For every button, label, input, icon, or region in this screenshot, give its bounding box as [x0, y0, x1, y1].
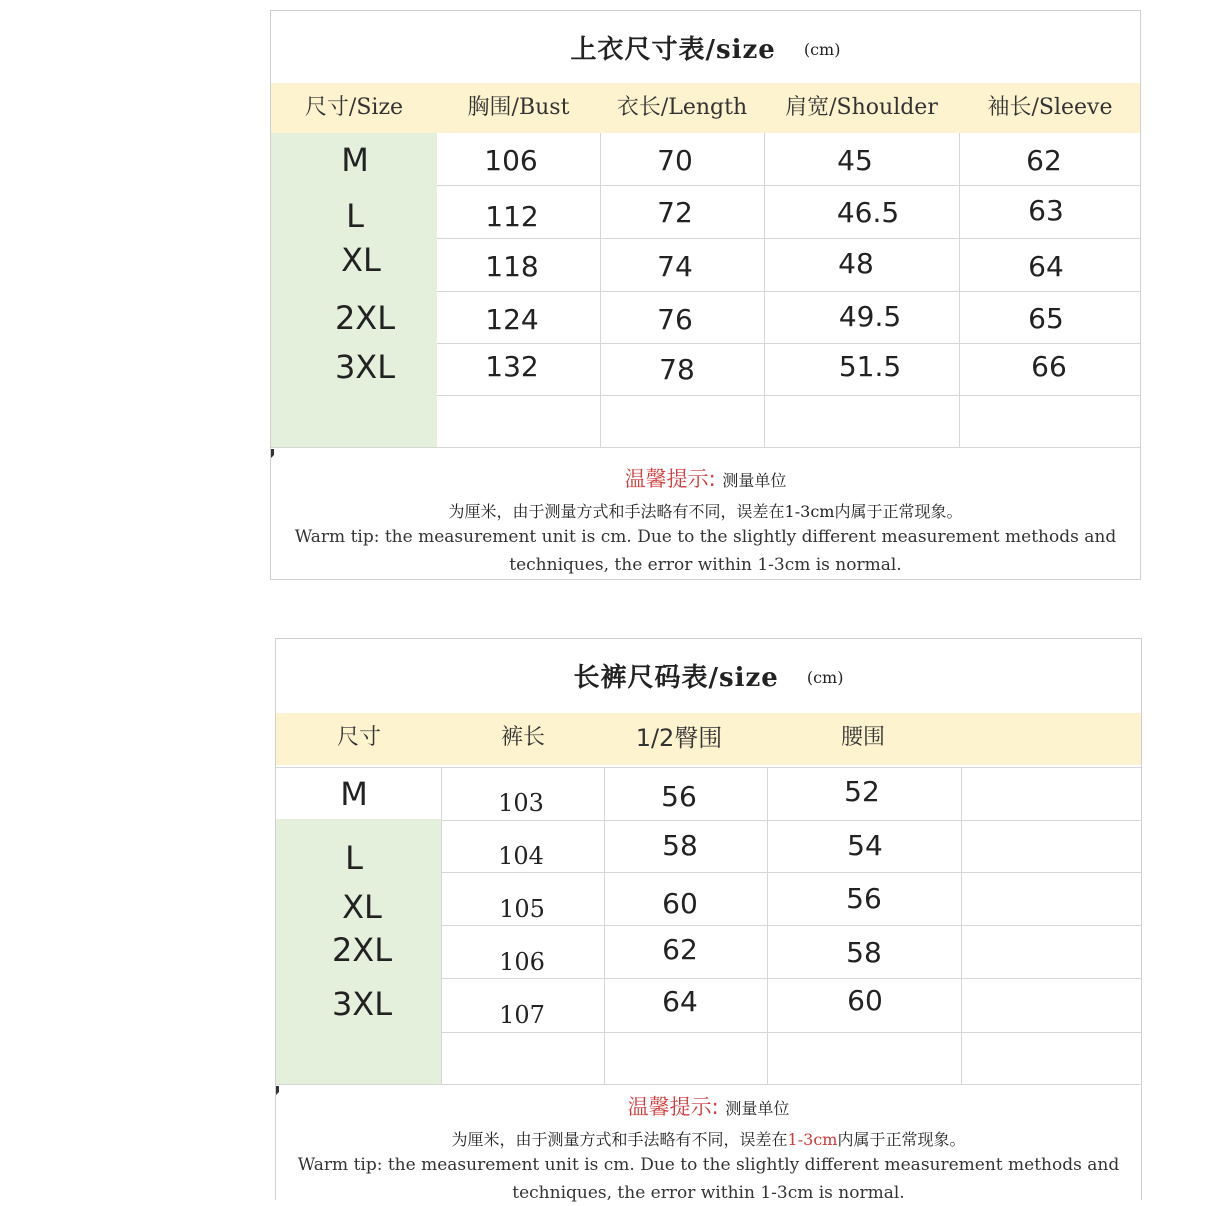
bottom-row-size: 2XL	[331, 931, 393, 969]
grid-line	[441, 820, 1142, 821]
top-row-shoulder: 45	[837, 144, 873, 177]
header-shoulder: 肩宽/Shoulder	[785, 95, 938, 120]
top-chart-unit: (cm)	[803, 39, 841, 59]
grid-line	[441, 767, 442, 1085]
tip-heading	[276, 1091, 1141, 1121]
top-row-length: 72	[657, 196, 693, 229]
bottom-warm-tip	[276, 1091, 1141, 1206]
grid-line	[437, 395, 1141, 396]
tip-english-line1: Warm tip: the measurement unit is cm. Due to the slightly different measurement methods and	[294, 527, 1117, 547]
grid-line	[271, 447, 1141, 448]
grid-line	[437, 238, 1141, 239]
top-row-shoulder: 49.5	[838, 300, 902, 333]
top-row-bust: 106	[484, 144, 538, 177]
bottom-row-hip-half: 56	[661, 780, 697, 813]
header-size: 尺寸	[336, 725, 381, 750]
header-sleeve: 袖长/Sleeve	[987, 95, 1113, 120]
grid-line	[441, 978, 1142, 979]
bottom-row-waist: 54	[847, 829, 883, 862]
corner-mark	[271, 449, 274, 458]
top-row-sleeve: 66	[1031, 350, 1067, 383]
top-row-sleeve: 65	[1028, 302, 1064, 335]
bottom-row-hip-half: 60	[662, 887, 698, 920]
tip-english-line1: Warm tip: the measurement unit is cm. Due to the slightly different measurement methods and	[297, 1155, 1120, 1175]
grid-line	[604, 767, 605, 1085]
header-length: 裤长	[500, 725, 545, 750]
grid-line	[959, 133, 960, 447]
top-row-shoulder: 46.5	[836, 196, 900, 229]
grid-line	[441, 925, 1142, 926]
bottom-row-waist: 60	[847, 984, 883, 1017]
bottom-chart-title	[276, 639, 1141, 711]
bottom-row-length: 105	[499, 895, 545, 923]
bottom-chart-unit: (cm)	[806, 667, 844, 687]
bottom-size-chart	[275, 638, 1142, 1203]
tip-cn-after: 内属于正常现象。	[834, 502, 963, 521]
grid-line	[437, 185, 1141, 186]
top-row-size: 3XL	[334, 348, 396, 386]
top-row-shoulder: 48	[838, 247, 874, 280]
bottom-row-size: XL	[342, 888, 382, 926]
bottom-row-length: 104	[498, 842, 544, 870]
grid-line	[276, 1084, 1142, 1085]
bottom-row-waist: 52	[844, 775, 880, 808]
top-row-sleeve: 64	[1028, 250, 1064, 283]
bottom-chart-title-text: 长裤尺码表/size	[573, 662, 779, 693]
header-size: 尺寸/Size	[304, 95, 404, 120]
bottom-row-waist: 58	[846, 936, 882, 969]
header-hip-half: 1/2臀围	[635, 724, 723, 752]
top-row-length: 78	[659, 353, 695, 386]
top-row-bust: 132	[485, 350, 539, 383]
tip-cn-range: 1-3cm	[784, 502, 835, 521]
tip-heading-suffix: 测量单位	[725, 1099, 790, 1118]
tip-english-line2: techniques, the error within 1-3cm is normal.	[509, 555, 902, 575]
header-length: 衣长/Length	[616, 95, 748, 120]
header-bust: 胸围/Bust	[467, 95, 570, 120]
top-chart-header-row	[271, 83, 1140, 133]
bottom-chart-header-row	[276, 713, 1141, 765]
bottom-row-hip-half: 58	[662, 829, 698, 862]
tip-heading	[271, 463, 1140, 493]
tip-cn-range: 1-3cm	[787, 1130, 838, 1149]
top-chart-title	[271, 11, 1140, 83]
grid-line	[764, 133, 765, 447]
grid-line	[437, 343, 1141, 344]
top-row-sleeve: 62	[1026, 144, 1062, 177]
grid-line	[437, 291, 1141, 292]
top-row-size: L	[346, 197, 364, 235]
bottom-row-hip-half: 62	[662, 933, 698, 966]
tip-cn-before: 为厘米，由于测量方式和手法略有不同，误差在	[451, 1130, 788, 1149]
top-row-size: 2XL	[334, 299, 396, 337]
top-row-size: M	[341, 141, 369, 179]
bottom-row-length: 106	[499, 948, 545, 976]
bottom-row-hip-half: 64	[662, 985, 698, 1018]
top-warm-tip	[271, 463, 1140, 578]
bottom-row-size: 3XL	[331, 985, 393, 1023]
bottom-row-length: 103	[498, 789, 544, 817]
grid-line	[961, 767, 962, 1085]
bottom-row-size: M	[340, 775, 368, 813]
top-row-shoulder: 51.5	[838, 350, 902, 383]
grid-line	[441, 872, 1142, 873]
top-row-sleeve: 63	[1028, 194, 1064, 227]
grid-line	[276, 767, 1142, 768]
bottom-row-waist: 56	[846, 882, 882, 915]
grid-line	[441, 1032, 1142, 1033]
top-row-length: 70	[657, 144, 693, 177]
tip-chinese	[276, 1127, 1141, 1150]
bottom-row-length: 107	[499, 1001, 545, 1029]
top-chart-title-text: 上衣尺寸表/size	[570, 34, 776, 65]
top-row-bust: 112	[485, 200, 539, 233]
bottom-row-size: L	[345, 839, 363, 877]
tip-chinese	[271, 499, 1140, 522]
top-row-length: 74	[657, 250, 693, 283]
top-row-bust: 124	[485, 303, 539, 336]
top-row-length: 76	[657, 303, 693, 336]
tip-english-line2: techniques, the error within 1-3cm is normal.	[512, 1183, 905, 1203]
tip-heading-suffix: 测量单位	[722, 471, 787, 490]
tip-heading-label: 温馨提示:	[627, 1095, 719, 1119]
grid-line	[767, 767, 768, 1085]
top-row-size: XL	[341, 241, 381, 279]
tip-cn-after: 内属于正常现象。	[837, 1130, 966, 1149]
top-size-chart	[270, 10, 1141, 580]
top-row-bust: 118	[485, 250, 539, 283]
top-size-column-bg	[271, 133, 437, 447]
tip-heading-label: 温馨提示:	[624, 467, 716, 491]
header-waist: 腰围	[840, 725, 885, 750]
grid-line	[600, 133, 601, 447]
tip-cn-before: 为厘米，由于测量方式和手法略有不同，误差在	[448, 502, 785, 521]
